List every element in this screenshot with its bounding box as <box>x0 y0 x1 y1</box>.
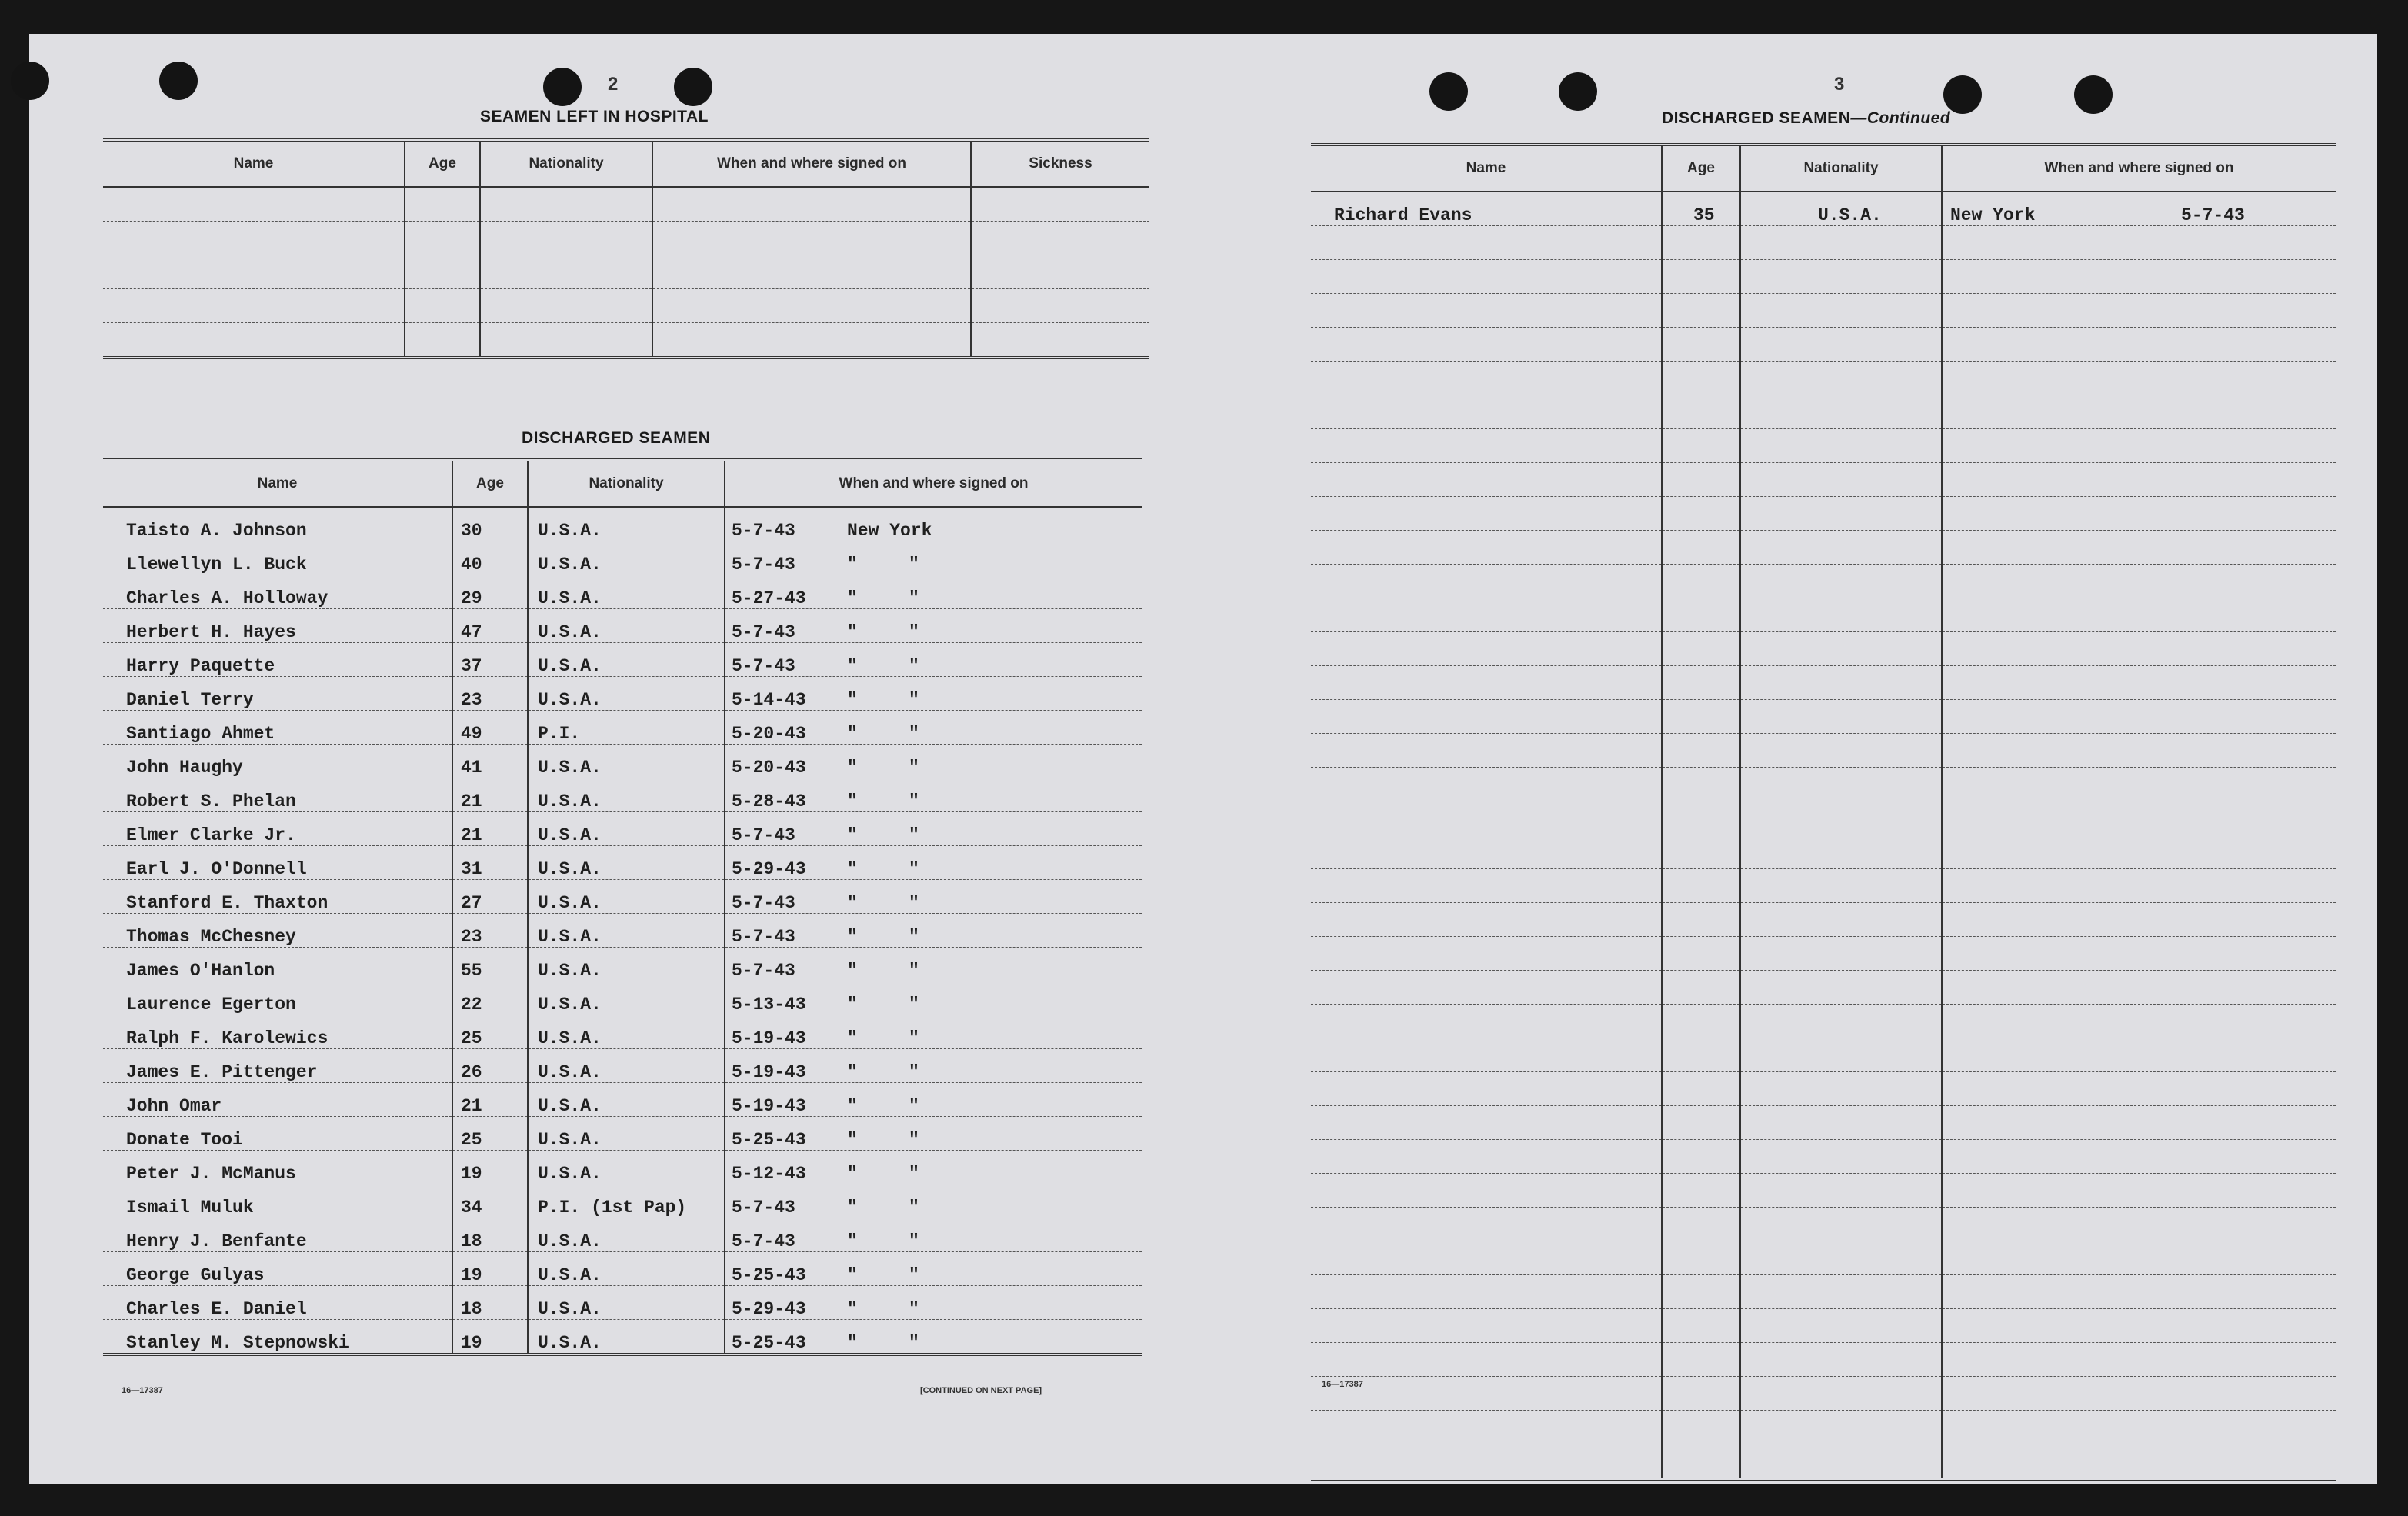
signed-on-date: 5-29-43 <box>732 1299 806 1319</box>
table-row <box>103 1015 1142 1049</box>
signed-on-date: 5-7-43 <box>732 521 795 541</box>
seaman-name: Donate Tooi <box>103 1117 452 1151</box>
table-row <box>1311 1309 2336 1343</box>
signed-on-ditto: " <box>909 622 919 642</box>
table-row <box>103 1117 1142 1151</box>
table-row <box>1311 768 2336 801</box>
column-header-age: Age <box>452 460 528 507</box>
table-row <box>103 541 1142 575</box>
seaman-age: 21 <box>452 778 528 812</box>
seaman-signed-on <box>725 914 1142 948</box>
signed-on-date: 5-25-43 <box>732 1265 806 1285</box>
seaman-signed-on <box>725 1083 1142 1117</box>
seaman-name: John Haughy <box>103 745 452 778</box>
seaman-signed-on <box>725 1049 1142 1083</box>
seaman-signed-on <box>725 948 1142 981</box>
table-row <box>103 1286 1142 1320</box>
seaman-age: 25 <box>452 1117 528 1151</box>
seaman-signed-on <box>725 1151 1142 1184</box>
table-row <box>1311 260 2336 294</box>
seaman-nationality: U.S.A. <box>528 609 725 643</box>
seaman-age: 19 <box>452 1151 528 1184</box>
table-row <box>103 1320 1142 1355</box>
signed-on-ditto: " <box>909 1164 919 1184</box>
table-row <box>103 323 1149 358</box>
seaman-signed-on <box>725 846 1142 880</box>
table-row <box>103 880 1142 914</box>
column-header-age: Age <box>405 140 480 187</box>
signed-on-place: " <box>847 825 858 845</box>
seaman-nationality: U.S.A. <box>528 643 725 677</box>
signed-on-place: " <box>847 1062 858 1082</box>
signed-on-date: 5-29-43 <box>732 859 806 879</box>
signed-on-ditto: " <box>909 1265 919 1285</box>
column-header-age: Age <box>1662 145 1740 192</box>
signed-on-place: " <box>847 1096 858 1116</box>
signed-on-date: 5-25-43 <box>732 1333 806 1353</box>
table-row <box>1311 1377 2336 1411</box>
continued-note: [CONTINUED ON NEXT PAGE] <box>920 1386 1042 1395</box>
column-header-sickness: Sickness <box>971 140 1149 187</box>
punch-hole <box>1429 72 1468 111</box>
seaman-age: 18 <box>452 1218 528 1252</box>
seaman-nationality: P.I. <box>528 711 725 745</box>
signed-on-ditto: " <box>909 791 919 811</box>
seaman-signed-on <box>725 711 1142 745</box>
seaman-signed-on <box>725 1320 1142 1355</box>
table-row <box>103 1218 1142 1252</box>
seaman-name: Ralph F. Karolewics <box>103 1015 452 1049</box>
table-row <box>1311 1275 2336 1309</box>
table-row <box>1311 734 2336 768</box>
signed-on-place: " <box>847 1333 858 1353</box>
seaman-name: Richard Evans <box>1311 192 1662 226</box>
signed-on-date: 5-28-43 <box>732 791 806 811</box>
table-row <box>103 1083 1142 1117</box>
table-row <box>1311 328 2336 362</box>
signed-on-ditto: " <box>909 1062 919 1082</box>
table-row <box>103 222 1149 255</box>
table-row <box>1311 429 2336 463</box>
table-row <box>103 981 1142 1015</box>
table-row <box>103 914 1142 948</box>
seaman-age: 35 <box>1662 192 1740 226</box>
table-row <box>103 1184 1142 1218</box>
title-suffix: —Continued <box>1850 109 1951 127</box>
signed-on-ditto: " <box>909 758 919 778</box>
seaman-signed-on <box>725 1184 1142 1218</box>
seaman-name: Stanley M. Stepnowski <box>103 1320 452 1355</box>
signed-on-place: " <box>847 1198 858 1218</box>
table-row <box>103 711 1142 745</box>
punch-hole <box>159 62 198 100</box>
left-page <box>29 34 1199 1484</box>
table-row <box>1311 632 2336 666</box>
seaman-name: Thomas McChesney <box>103 914 452 948</box>
seaman-nationality: U.S.A. <box>528 1218 725 1252</box>
seaman-age: 30 <box>452 507 528 541</box>
table-row <box>103 1049 1142 1083</box>
seaman-nationality: U.S.A. <box>528 575 725 609</box>
signed-on-ditto: " <box>909 1198 919 1218</box>
seaman-nationality: U.S.A. <box>1740 192 1942 226</box>
punch-hole <box>543 68 582 106</box>
signed-on-ditto: " <box>909 690 919 710</box>
signed-on-date: 5-12-43 <box>732 1164 806 1184</box>
hospital-section-title: SEAMEN LEFT IN HOSPITAL <box>480 108 709 125</box>
signed-on-date: 5-13-43 <box>732 995 806 1015</box>
seaman-nationality: U.S.A. <box>528 880 725 914</box>
seaman-name: Santiago Ahmet <box>103 711 452 745</box>
signed-on-place: " <box>847 588 858 608</box>
signed-on-ditto: " <box>909 1028 919 1048</box>
seaman-name: Elmer Clarke Jr. <box>103 812 452 846</box>
seaman-name: Stanford E. Thaxton <box>103 880 452 914</box>
punch-hole <box>674 68 712 106</box>
table-row <box>103 255 1149 289</box>
seaman-name: Henry J. Benfante <box>103 1218 452 1252</box>
table-row <box>103 948 1142 981</box>
column-header-nationality: Nationality <box>480 140 652 187</box>
seaman-name: Peter J. McManus <box>103 1151 452 1184</box>
seaman-nationality: U.S.A. <box>528 1015 725 1049</box>
table-row <box>1311 971 2336 1005</box>
signed-on-ditto: " <box>909 893 919 913</box>
column-header-signed-on: When and where signed on <box>652 140 971 187</box>
seaman-age: 41 <box>452 745 528 778</box>
seaman-nationality: U.S.A. <box>528 948 725 981</box>
column-header-name: Name <box>1311 145 1662 192</box>
seaman-name: Laurence Egerton <box>103 981 452 1015</box>
seaman-name: Herbert H. Hayes <box>103 609 452 643</box>
seaman-nationality: U.S.A. <box>528 1320 725 1355</box>
table-row <box>103 745 1142 778</box>
table-row <box>1311 1208 2336 1241</box>
table-row <box>1311 1072 2336 1106</box>
punch-hole <box>1943 75 1982 114</box>
signed-on-date: 5-7-43 <box>732 961 795 981</box>
title-main: DISCHARGED SEAMEN <box>1662 109 1851 127</box>
signed-on-date: 5-7-43 <box>732 622 795 642</box>
seaman-age: 21 <box>452 812 528 846</box>
signed-on-place: " <box>847 555 858 575</box>
column-header-signed-on: When and where signed on <box>1942 145 2336 192</box>
table-row <box>1311 801 2336 835</box>
seaman-name: Ismail Muluk <box>103 1184 452 1218</box>
signed-on-ditto: " <box>909 656 919 676</box>
seaman-name: Harry Paquette <box>103 643 452 677</box>
right-page <box>1245 34 2377 1484</box>
column-header-nationality: Nationality <box>528 460 725 507</box>
seaman-name: James E. Pittenger <box>103 1049 452 1083</box>
signed-on-date: 5-7-43 <box>732 825 795 845</box>
seaman-signed-on <box>725 745 1142 778</box>
signed-on-ditto: " <box>909 1333 919 1353</box>
signed-on-place: " <box>847 927 858 947</box>
seaman-age: 19 <box>452 1320 528 1355</box>
punch-hole <box>2074 75 2113 114</box>
discharged-table <box>103 458 1142 1356</box>
seaman-name: Charles E. Daniel <box>103 1286 452 1320</box>
seaman-nationality: U.S.A. <box>528 846 725 880</box>
table-row <box>1311 835 2336 869</box>
table-row <box>1311 1106 2336 1140</box>
signed-on-place: " <box>847 995 858 1015</box>
table-row <box>103 677 1142 711</box>
continued-section-title <box>1662 109 1950 128</box>
seaman-nationality: U.S.A. <box>528 1151 725 1184</box>
seaman-nationality: U.S.A. <box>528 1117 725 1151</box>
seaman-age: 47 <box>452 609 528 643</box>
seaman-nationality: U.S.A. <box>528 541 725 575</box>
table-row <box>103 575 1142 609</box>
table-row <box>1311 565 2336 598</box>
seaman-signed-on <box>725 1218 1142 1252</box>
seaman-nationality: U.S.A. <box>528 507 725 541</box>
signed-on-ditto: " <box>909 859 919 879</box>
seaman-name: Robert S. Phelan <box>103 778 452 812</box>
seaman-signed-on <box>725 880 1142 914</box>
seaman-signed-on <box>725 1015 1142 1049</box>
table-row <box>1311 226 2336 260</box>
signed-on-ditto: " <box>909 1231 919 1251</box>
punch-hole <box>1559 72 1597 111</box>
seaman-age: 40 <box>452 541 528 575</box>
seaman-age: 23 <box>452 677 528 711</box>
signed-on-date: 5-7-43 <box>732 656 795 676</box>
column-header-name: Name <box>103 140 405 187</box>
signed-on-place: " <box>847 791 858 811</box>
table-row <box>1311 395 2336 429</box>
signed-on-place: " <box>847 1130 858 1150</box>
signed-on-date: 5-20-43 <box>732 724 806 744</box>
seaman-age: 23 <box>452 914 528 948</box>
form-code: 16—17387 <box>122 1386 163 1395</box>
signed-on-ditto: " <box>909 825 919 845</box>
seaman-age: 29 <box>452 575 528 609</box>
seaman-age: 37 <box>452 643 528 677</box>
table-row <box>1311 598 2336 632</box>
table-row <box>1311 1038 2336 1072</box>
signed-on-ditto: " <box>909 995 919 1015</box>
seaman-age: 34 <box>452 1184 528 1218</box>
seaman-nationality: U.S.A. <box>528 1083 725 1117</box>
signed-on-date: 5-19-43 <box>732 1028 806 1048</box>
signed-on-date: 5-7-43 <box>732 893 795 913</box>
table-row <box>103 187 1149 222</box>
seaman-name: Llewellyn L. Buck <box>103 541 452 575</box>
table-row <box>103 609 1142 643</box>
seaman-nationality: U.S.A. <box>528 1252 725 1286</box>
signed-on-place: " <box>847 1265 858 1285</box>
seaman-nationality: U.S.A. <box>528 1049 725 1083</box>
table-row <box>1311 294 2336 328</box>
signed-on-date: 5-19-43 <box>732 1096 806 1116</box>
table-row <box>103 846 1142 880</box>
document-sheet <box>29 34 2377 1484</box>
seaman-signed-on <box>725 778 1142 812</box>
table-row <box>103 507 1142 541</box>
signed-on-date: 5-25-43 <box>732 1130 806 1150</box>
seaman-nationality: U.S.A. <box>528 812 725 846</box>
table-row <box>1311 869 2336 903</box>
signed-on-place: " <box>847 961 858 981</box>
seaman-nationality: U.S.A. <box>528 677 725 711</box>
seaman-name: George Gulyas <box>103 1252 452 1286</box>
table-row <box>1311 903 2336 937</box>
seaman-signed-on <box>725 677 1142 711</box>
seaman-signed-on <box>725 1252 1142 1286</box>
table-row <box>103 1151 1142 1184</box>
table-row <box>1311 362 2336 395</box>
table-row <box>1311 1140 2336 1174</box>
seaman-name: James O'Hanlon <box>103 948 452 981</box>
table-row <box>1311 1005 2336 1038</box>
signed-on-date: 5-7-43 <box>732 927 795 947</box>
signed-on-place: " <box>847 859 858 879</box>
signed-on-place: " <box>847 758 858 778</box>
seaman-nationality: U.S.A. <box>528 1286 725 1320</box>
seaman-age: 18 <box>452 1286 528 1320</box>
seaman-signed-on <box>725 812 1142 846</box>
form-code: 16—17387 <box>1322 1380 1363 1389</box>
signed-on-place: " <box>847 690 858 710</box>
signed-on-date: 5-20-43 <box>732 758 806 778</box>
signed-on-date: 5-14-43 <box>732 690 806 710</box>
signed-on-place: " <box>847 1028 858 1048</box>
seaman-age: 31 <box>452 846 528 880</box>
signed-on-ditto: " <box>909 927 919 947</box>
table-row <box>1311 1444 2336 1480</box>
table-row <box>103 1252 1142 1286</box>
column-header-signed-on: When and where signed on <box>725 460 1142 507</box>
seaman-signed-on <box>725 643 1142 677</box>
column-header-nationality: Nationality <box>1740 145 1942 192</box>
signed-on-place: " <box>847 1231 858 1251</box>
page-number: 3 <box>1834 74 1845 95</box>
table-row <box>103 778 1142 812</box>
seaman-age: 55 <box>452 948 528 981</box>
seaman-name: Charles A. Holloway <box>103 575 452 609</box>
signed-on-place: " <box>847 656 858 676</box>
seaman-nationality: U.S.A. <box>528 981 725 1015</box>
signed-on-ditto: " <box>909 961 919 981</box>
seaman-signed-on <box>725 507 1142 541</box>
table-row <box>1311 497 2336 531</box>
table-row <box>1311 666 2336 700</box>
seaman-age: 26 <box>452 1049 528 1083</box>
signed-on-ditto: " <box>909 1096 919 1116</box>
seaman-signed-on <box>725 609 1142 643</box>
seaman-signed-on <box>725 1117 1142 1151</box>
signed-on-ditto: " <box>909 555 919 575</box>
seaman-signed-on <box>725 1286 1142 1320</box>
seaman-nationality: U.S.A. <box>528 914 725 948</box>
signed-on-place: " <box>847 622 858 642</box>
table-row <box>1311 192 2336 226</box>
table-row <box>1311 1411 2336 1444</box>
signed-on-date: 5-7-43 <box>732 1198 795 1218</box>
seaman-name: John Omar <box>103 1083 452 1117</box>
signed-on-date: 5-7-43 <box>2181 205 2245 225</box>
seaman-signed-on <box>1942 192 2336 226</box>
table-row <box>1311 1343 2336 1377</box>
signed-on-ditto: " <box>909 1130 919 1150</box>
signed-on-place: " <box>847 1299 858 1319</box>
seaman-age: 22 <box>452 981 528 1015</box>
table-row <box>103 289 1149 323</box>
seaman-age: 25 <box>452 1015 528 1049</box>
seaman-name: Earl J. O'Donnell <box>103 846 452 880</box>
signed-on-place: " <box>847 1164 858 1184</box>
seaman-signed-on <box>725 981 1142 1015</box>
signed-on-place: New York <box>1950 205 2036 225</box>
table-row <box>103 812 1142 846</box>
seaman-age: 49 <box>452 711 528 745</box>
seaman-nationality: P.I. (1st Pap) <box>528 1184 725 1218</box>
seaman-name: Taisto A. Johnson <box>103 507 452 541</box>
seaman-age: 27 <box>452 880 528 914</box>
column-header-name: Name <box>103 460 452 507</box>
signed-on-place: New York <box>847 521 932 541</box>
table-row <box>1311 531 2336 565</box>
table-row <box>1311 1241 2336 1275</box>
signed-on-place: " <box>847 893 858 913</box>
discharged-continued-table <box>1311 143 2336 1481</box>
signed-on-ditto: " <box>909 588 919 608</box>
table-row <box>1311 463 2336 497</box>
signed-on-date: 5-19-43 <box>732 1062 806 1082</box>
seaman-nationality: U.S.A. <box>528 745 725 778</box>
seaman-signed-on <box>725 575 1142 609</box>
punch-hole <box>11 62 49 100</box>
seaman-signed-on <box>725 541 1142 575</box>
seaman-age: 21 <box>452 1083 528 1117</box>
seaman-name: Daniel Terry <box>103 677 452 711</box>
signed-on-date: 5-27-43 <box>732 588 806 608</box>
hospital-table <box>103 138 1149 359</box>
signed-on-ditto: " <box>909 724 919 744</box>
page-number: 2 <box>608 74 619 95</box>
table-row <box>103 643 1142 677</box>
discharged-section-title: DISCHARGED SEAMEN <box>522 429 711 447</box>
signed-on-place: " <box>847 724 858 744</box>
table-row <box>1311 937 2336 971</box>
signed-on-date: 5-7-43 <box>732 555 795 575</box>
signed-on-ditto: " <box>909 1299 919 1319</box>
table-row <box>1311 700 2336 734</box>
seaman-age: 19 <box>452 1252 528 1286</box>
signed-on-date: 5-7-43 <box>732 1231 795 1251</box>
seaman-nationality: U.S.A. <box>528 778 725 812</box>
table-row <box>1311 1174 2336 1208</box>
